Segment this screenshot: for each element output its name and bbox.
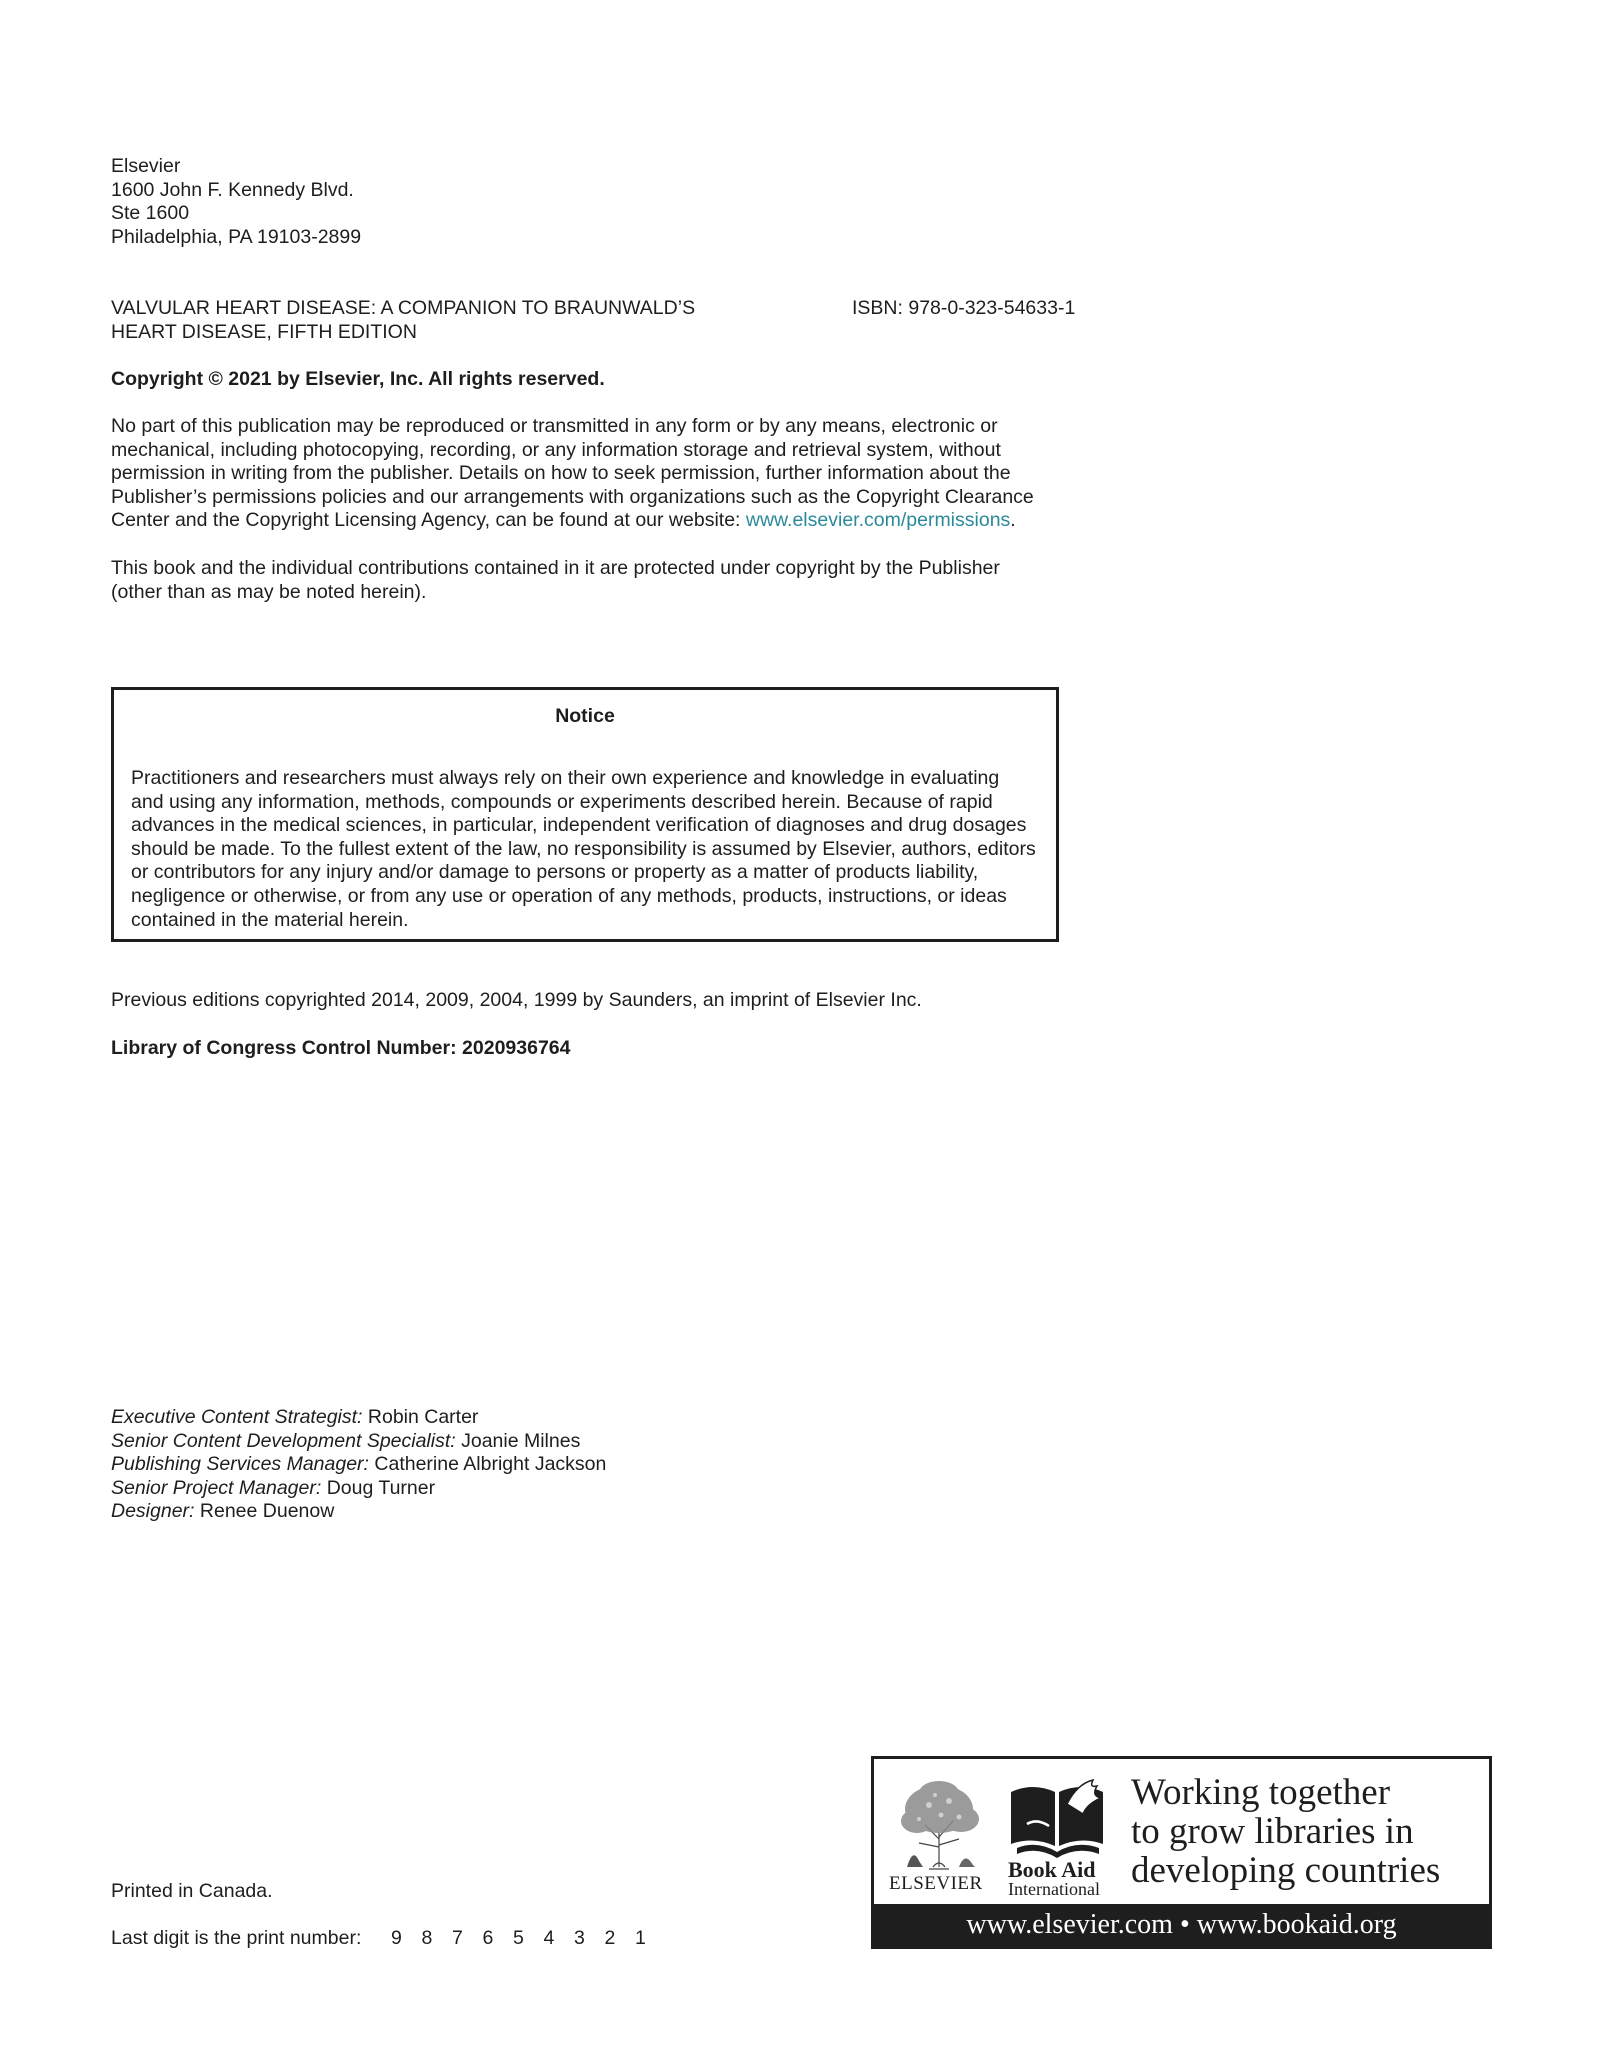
- credit-name: Catherine Albright Jackson: [368, 1453, 607, 1476]
- publisher-city: Philadelphia, PA 19103-2899: [111, 225, 362, 248]
- print-digit: 5: [513, 1927, 524, 1949]
- print-number-label: Last digit is the print number:: [111, 1927, 362, 1949]
- print-digit: 3: [574, 1927, 585, 1949]
- notice-line: and using any information, methods, compounds or experiments described herein. Because of rapid: [131, 790, 993, 813]
- bookaid-subtitle: International: [1008, 1879, 1100, 1899]
- notice-line: or contributors for any injury and/or damage to persons or property as a matter of products liability,: [131, 861, 979, 884]
- print-digit: 9: [391, 1927, 402, 1949]
- bookaid-name: Book Aid: [1008, 1857, 1096, 1882]
- print-digit: 7: [452, 1927, 463, 1949]
- rights-line-prefix: Center and the Copyright Licensing Agency, can be found at our website:: [111, 509, 746, 532]
- credit-role: Designer:: [111, 1500, 195, 1523]
- loc-control-number: Library of Congress Control Number: 2020936764: [111, 1037, 571, 1059]
- publisher-address: [111, 155, 361, 249]
- notice-line: contained in the material herein.: [131, 908, 409, 931]
- rights-paragraph: [111, 415, 1071, 533]
- rights-line-last: [111, 509, 1071, 533]
- credit-role: Executive Content Strategist:: [111, 1406, 363, 1428]
- notice-line: Practitioners and researchers must always rely on their own experience and knowledge in evaluating: [131, 767, 1000, 789]
- banner-tagline: [1131, 1773, 1440, 1890]
- elsevier-wordmark: ELSEVIER: [889, 1873, 983, 1894]
- tagline-line: to grow libraries in: [1131, 1811, 1414, 1852]
- book-title-line-2: HEART DISEASE, FIFTH EDITION: [111, 320, 417, 343]
- tagline-line: developing countries: [1131, 1850, 1441, 1891]
- bookaid-banner: [871, 1756, 1492, 1949]
- print-digit: 4: [543, 1927, 555, 1949]
- rights-line: No part of this publication may be reproduced or transmitted in any form or by any means, electronic or: [111, 415, 998, 437]
- previous-editions: Previous editions copyrighted 2014, 2009, 2004, 1999 by Saunders, an imprint of Elsevier Inc.: [111, 989, 922, 1011]
- credits-list: [111, 1406, 606, 1524]
- credit-role: Senior Project Manager:: [111, 1476, 322, 1499]
- print-digit: 8: [421, 1927, 433, 1949]
- credit-line: [111, 1406, 606, 1430]
- credit-line: [111, 1500, 606, 1524]
- notice-title: Notice: [555, 705, 615, 727]
- print-number-line: [111, 1927, 666, 1951]
- print-digit: 2: [604, 1927, 616, 1949]
- credit-line: [111, 1430, 606, 1454]
- credit-name: Joanie Milnes: [455, 1429, 581, 1452]
- credit-name: Robin Carter: [362, 1406, 479, 1428]
- notice-line: should be made. To the fullest extent of the law, no responsibility is assumed by Elsevier, authors, editors: [131, 837, 1036, 860]
- credit-role: Publishing Services Manager:: [111, 1453, 369, 1476]
- copyright-line: Copyright © 2021 by Elsevier, Inc. All rights reserved.: [111, 368, 605, 390]
- book-title-line-1: VALVULAR HEART DISEASE: A COMPANION TO BRAUNWALD’S: [111, 297, 696, 319]
- credit-line: [111, 1477, 606, 1501]
- rights-line: mechanical, including photocopying, recording, or any information storage and retrieval system, without: [111, 438, 1001, 461]
- print-digit: 1: [635, 1927, 646, 1949]
- rights-line: Publisher’s permissions policies and our arrangements with organizations such as the Copyright Clearance: [111, 485, 1034, 508]
- notice-line: advances in the medical sciences, in particular, independent verification of diagnoses and drug dosages: [131, 814, 1027, 837]
- banner-footer-urls: www.elsevier.com • www.bookaid.org: [874, 1904, 1489, 1946]
- isbn: ISBN: 978-0-323-54633-1: [852, 297, 1076, 319]
- publisher-name: Elsevier: [111, 155, 181, 177]
- protection-line: This book and the individual contributions contained in it are protected under copyright by the Publisher: [111, 557, 1000, 579]
- print-digit: 6: [482, 1927, 494, 1949]
- rights-line-suffix: .: [1010, 509, 1016, 532]
- credit-name: Renee Duenow: [194, 1500, 335, 1523]
- printed-in: Printed in Canada.: [111, 1880, 273, 1902]
- credit-name: Doug Turner: [321, 1476, 436, 1499]
- rights-line: permission in writing from the publisher. Details on how to seek permission, further information about the: [111, 462, 1011, 485]
- notice-body: [131, 767, 1051, 932]
- notice-box: [111, 687, 1059, 942]
- protection-paragraph: [111, 557, 1071, 604]
- credit-line: [111, 1453, 606, 1477]
- publisher-suite: Ste 1600: [111, 202, 190, 225]
- protection-line: (other than as may be noted herein).: [111, 580, 427, 603]
- publisher-street: 1600 John F. Kennedy Blvd.: [111, 178, 354, 201]
- bookaid-book-hands-icon: [1007, 1774, 1107, 1859]
- permissions-link[interactable]: www.elsevier.com/permissions: [745, 509, 1011, 532]
- tagline-line: Working together: [1131, 1772, 1391, 1813]
- elsevier-tree-logo-icon: [889, 1777, 989, 1872]
- book-title: [111, 297, 695, 344]
- notice-line: negligence or otherwise, or from any use or operation of any methods, products, instructions, or ideas: [131, 884, 1007, 907]
- credit-role: Senior Content Development Specialist:: [111, 1429, 456, 1452]
